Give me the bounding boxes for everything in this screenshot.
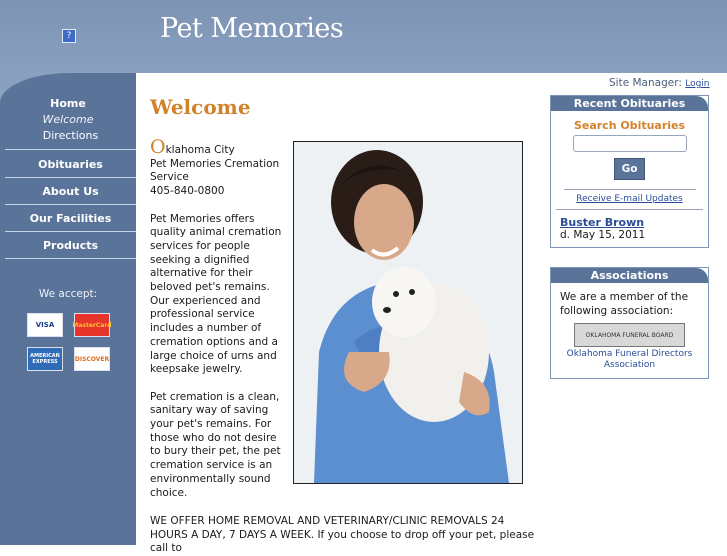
city-name: klahoma City [165,144,235,156]
associations-box [550,267,709,379]
associations-title: Associations [551,268,708,283]
discover-card-icon: DISCOVER [74,347,110,371]
login-link[interactable]: Login [685,79,710,89]
search-input[interactable] [573,135,687,152]
obituary-name-link[interactable]: Buster Brown [560,216,645,229]
intro-paragraph-1: Pet Memories offers quality animal cremation services for people seeking a dignified alternative for their beloved pet's remains. Our experienced and professional service includes a number of cremation options and a large choice of urns and keepsake jewelry. [150,212,282,376]
site-manager [609,77,710,89]
intro-text [150,136,283,514]
header [0,0,727,73]
site-manager-label: Site Manager: [609,77,682,89]
phone-number: 405-840-0800 [150,185,225,198]
recent-obituaries-title: Recent Obituaries [551,96,708,111]
intro-paragraph-3: WE OFFER HOME REMOVAL AND VETERINARY/CLINIC REMOVALS 24 HOURS A DAY, 7 DAYS A WEEK. If you choose to drop off your pet, please call to [150,515,535,555]
mastercard-icon: MasterCard [74,313,110,337]
city-initial: O [150,136,166,158]
sidebar-item-home[interactable]: Home [50,97,86,110]
sidebar-item-about-us[interactable]: About Us [5,179,136,205]
funeral-board-logo[interactable]: OKLAHOMA FUNERAL BOARD [574,323,685,347]
amex-card-icon: AMERICAN EXPRESS [27,347,63,371]
sidebar-item-directions[interactable]: Directions [5,129,136,150]
go-button[interactable]: Go [614,158,645,180]
we-accept-label: We accept: [38,288,98,300]
visa-card-icon: VISA [27,313,63,337]
sidebar-item-products[interactable]: Products [5,233,136,259]
sidebar-item-welcome[interactable]: Welcome [42,113,94,126]
divider [564,189,696,190]
site-title: Pet Memories [160,13,344,44]
question-icon[interactable]: ? [62,29,76,43]
vet-with-dog-photo [293,141,523,484]
email-updates-link[interactable]: Receive E-mail Updates [576,194,683,204]
sidebar-item-obituaries[interactable]: Obituaries [5,152,136,178]
funeral-directors-link[interactable]: Oklahoma Funeral Directors Association [566,349,693,371]
search-obituaries-label: Search Obituaries [573,119,686,132]
associations-text: We are a member of the following association: [560,291,689,317]
divider [556,209,703,210]
sidebar-item-our-facilities[interactable]: Our Facilities [5,206,136,232]
intro-paragraph-2: Pet cremation is a clean, sanitary way of saving your pet's remains. For those who do not desire to bury their pet, the pet cremation service is an environmentally sound choice. [150,390,281,499]
business-name: Pet Memories Cremation Service [150,157,280,184]
obituary-date: d. May 15, 2011 [560,229,646,241]
recent-obituaries-box [550,95,709,248]
sidebar [0,73,136,545]
page-title: Welcome [150,95,251,119]
